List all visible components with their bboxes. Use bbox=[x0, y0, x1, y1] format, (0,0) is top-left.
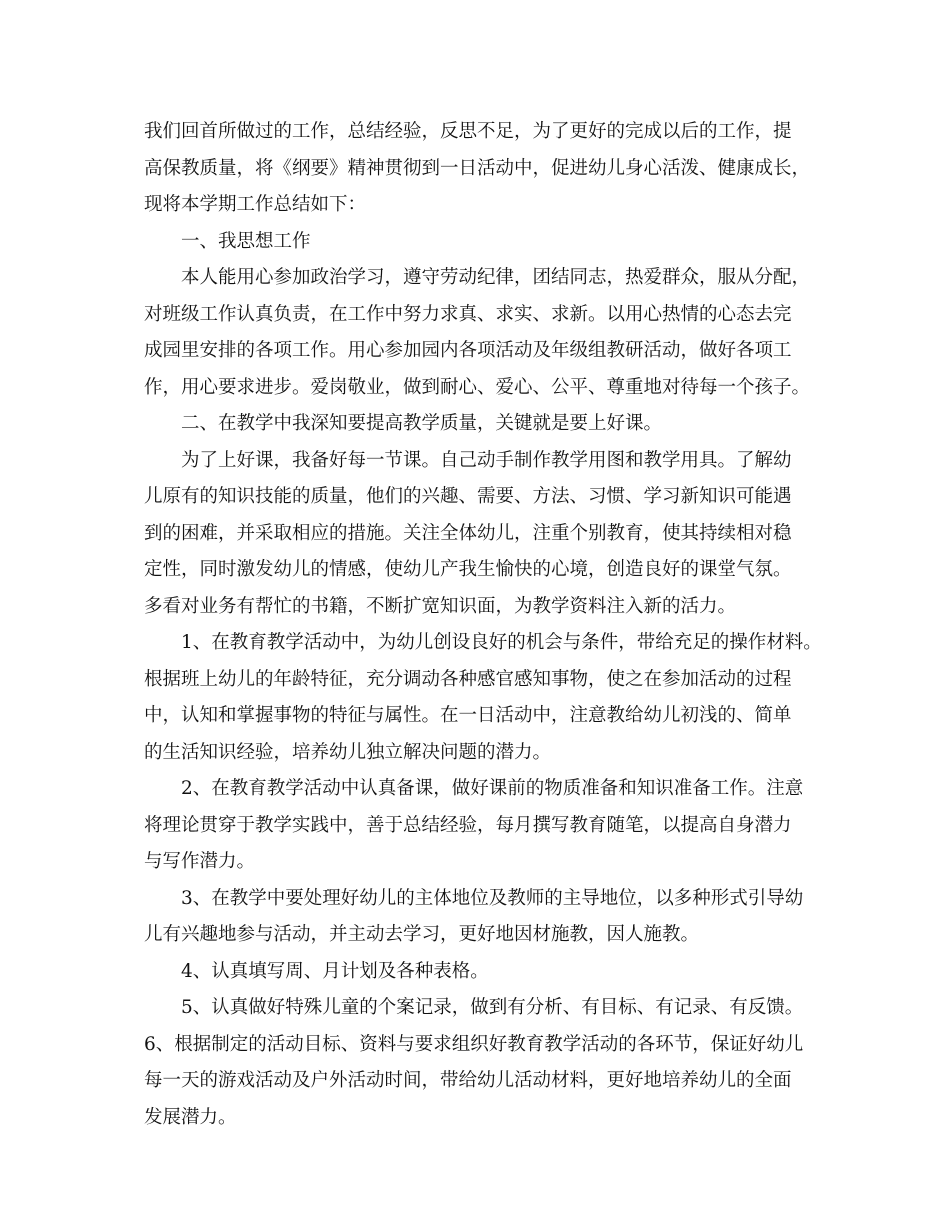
text-line: 根据班上幼儿的年龄特征，充分调动各种感官感知事物，使之在参加活动的过程 bbox=[144, 668, 792, 690]
text-line: 与写作潜力。 bbox=[144, 851, 256, 872]
section-heading: 二、在教学中我深知要提高教学质量，关键就是要上好课。 bbox=[181, 413, 663, 434]
text-line: 发展潜力。 bbox=[144, 1106, 237, 1128]
text-line: 为了上好课，我备好每一节课。自己动手制作教学用图和教学用具。了解幼 bbox=[181, 449, 792, 471]
list-item: 5、认真做好特殊儿童的个案记录，做到有分析、有目标、有记录、有反馈。 bbox=[181, 997, 804, 1018]
list-item: 6、根据制定的活动目标、资料与要求组织好教育教学活动的各环节，保证好幼儿 bbox=[144, 1033, 804, 1055]
text-line: 本人能用心参加政治学习，遵守劳动纪律，团结同志，热爱群众，服从分配， bbox=[181, 267, 811, 288]
list-item: 1、在教育教学活动中，为幼儿创设良好的机会与条件，带给充足的操作材料。 bbox=[181, 632, 822, 653]
text-line: 作，用心要求进步。爱岗敬业，做到耐心、爱心、公平、尊重地对待每一个孩子。 bbox=[144, 376, 811, 398]
text-line: 多看对业务有帮忙的书籍，不断扩宽知识面，为教学资料注入新的活力。 bbox=[144, 595, 737, 617]
text-line: 儿有兴趣地参与活动，并主动去学习，更好地因材施教，因人施教。 bbox=[144, 924, 700, 945]
text-line: 我们回首所做过的工作，总结经验，反思不足，为了更好的完成以后的工作，提 bbox=[144, 121, 792, 142]
list-item: 4、认真填写周、月计划及各种表格。 bbox=[181, 960, 489, 982]
text-line: 对班级工作认真负责，在工作中努力求真、求实、求新。以用心热情的心态去完 bbox=[144, 303, 792, 325]
text-line: 每一天的游戏活动及户外活动时间，带给幼儿活动材料，更好地培养幼儿的全面 bbox=[144, 1070, 792, 1091]
text-line: 将理论贯穿于教学实践中，善于总结经验，每月撰写教育随笔，以提高自身潜力 bbox=[144, 814, 792, 836]
text-line: 现将本学期工作总结如下： bbox=[144, 194, 367, 215]
list-item: 3、在教学中要处理好幼儿的主体地位及教师的主导地位，以多种形式引导幼 bbox=[181, 887, 804, 909]
section-heading: 一、我思想工作 bbox=[181, 230, 311, 252]
text-line: 儿原有的知识技能的质量，他们的兴趣、需要、方法、习惯、学习新知识可能遇 bbox=[144, 486, 792, 507]
text-line: 到的困难，并采取相应的措施。关注全体幼儿，注重个别教育，使其持续相对稳 bbox=[144, 522, 792, 544]
text-line: 高保教质量，将《纲要》精神贯彻到一日活动中，促进幼儿身心活泼、健康成长， bbox=[144, 157, 811, 179]
text-line: 定性，同时激发幼儿的情感，使幼儿产我生愉快的心境，创造良好的课堂气氛。 bbox=[144, 559, 792, 580]
document-body bbox=[144, 114, 844, 1136]
text-line: 的生活知识经验，培养幼儿独立解决问题的潜力。 bbox=[144, 741, 552, 763]
text-line: 中，认知和掌握事物的特征与属性。在一日活动中，注意教给幼儿初浅的、简单 bbox=[144, 705, 792, 726]
text-line: 成园里安排的各项工作。用心参加园内各项活动及年级组教研活动，做好各项工 bbox=[144, 340, 792, 361]
list-item: 2、在教育教学活动中认真备课，做好课前的物质准备和知识准备工作。注意 bbox=[181, 778, 804, 799]
